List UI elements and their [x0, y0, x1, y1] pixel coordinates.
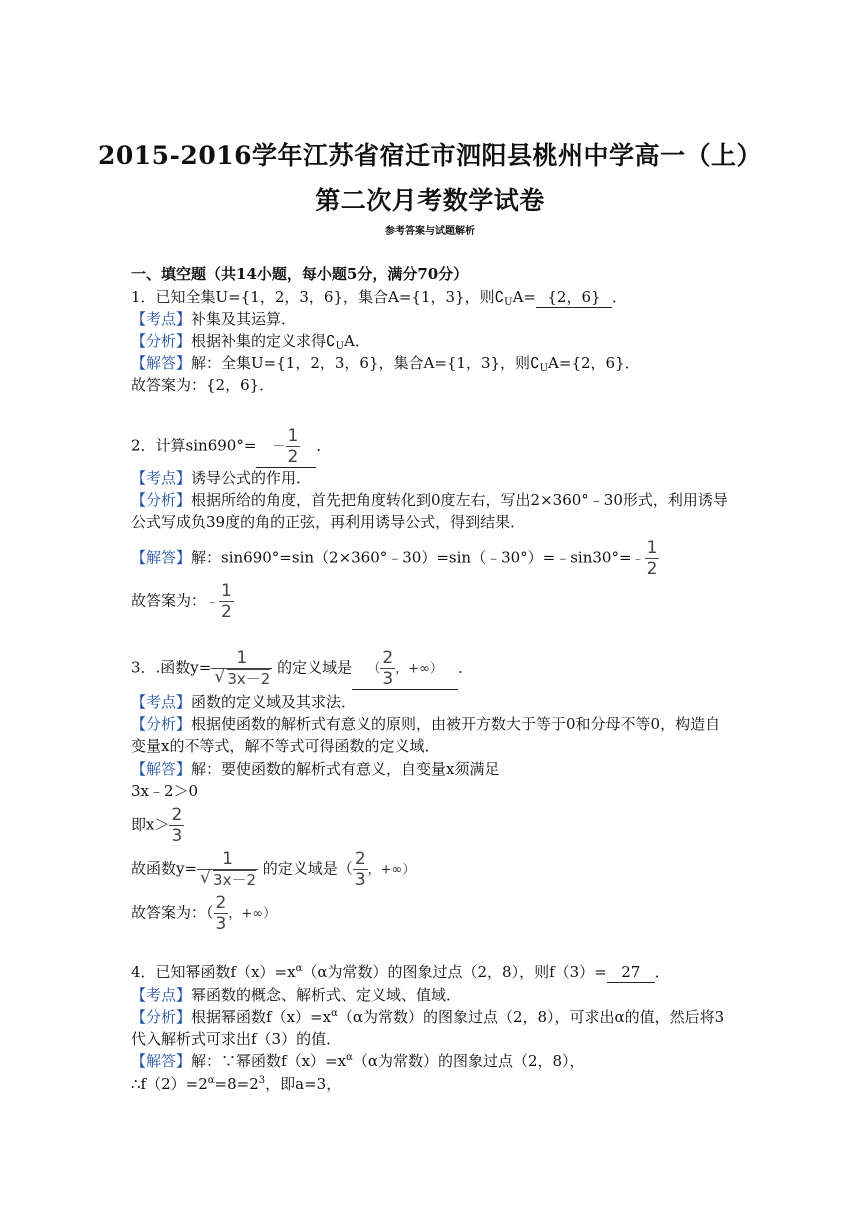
- q3-final: 故答案为：（ $\frac{2}{3}$ ，+∞）: [131, 893, 277, 934]
- q3-fenxi: 【分析】根据使函数的解析式有意义的原则，由被开方数大于等于0和分母不等0，构造自: [131, 715, 721, 733]
- q1-jieda: 【解答】解：全集U={1，2，3，6}，集合A={1，3}，则$∁_UA=\{2$，6}．: [131, 354, 640, 374]
- q2-fenxi: 【分析】根据所给的角度，首先把角度转化到0度左右，写出2×360°﹣30形式，利用诱导: [131, 491, 728, 509]
- q3-so: 即x＞ $\frac{2}{3}$: [131, 805, 183, 846]
- jieda-tag: 【解答】: [131, 354, 192, 372]
- q2-jieda: 【解答】解：sin690°=sin（2×360°﹣30）=sin（﹣30°）=﹣sin30°=﹣ $\frac{1}{2}$: [131, 538, 658, 579]
- section-heading: 一、填空题（共14小题，每小题5分，满分70分）: [131, 265, 469, 283]
- q1-final: 故答案为：{2，6}．: [131, 376, 275, 394]
- q3-stem: 3．.函数y= 1 √ 3x－2 的定义域是 （ $\frac{2}{3}$ ，+∞） ．: [131, 648, 473, 690]
- q4-kaodian: 【考点】幂函数的概念、解析式、定义域、值域．: [131, 986, 462, 1004]
- q3-jieda: 【解答】解：要使函数的解析式有意义，自变量x须满足: [131, 760, 500, 778]
- kaodian-tag: 【考点】: [131, 310, 192, 328]
- fenxi-tag: 【分析】: [131, 332, 192, 350]
- q3-kaodian: 【考点】函数的定义域及其求法．: [131, 693, 357, 711]
- title-line-2: 第二次月考数学试卷: [315, 186, 545, 215]
- subtitle: 参考答案与试题解析: [385, 226, 475, 237]
- q3-inequality: 3x﹣2＞0: [131, 782, 199, 800]
- q4-jieda: 【解答】解：∵幂函数$f(x)=x^\alpha(\alpha$为常数）的图象过点（2，8），: [131, 1052, 585, 1070]
- q4-stem: 4．已知幂函数$f(x)=x^\alpha(\alpha$为常数）的图象过点（2，8），则f（3）= 27 ．: [131, 963, 670, 981]
- q3-fenxi-line2: 变量x的不等式，解不等式可得函数的定义域．: [131, 737, 440, 755]
- q3-answer: （ $\frac{2}{3}$ ，+∞）: [352, 648, 458, 690]
- q1-fenxi: 【分析】根据补集的定义求得$∁_UA$．: [131, 332, 370, 352]
- q4-fenxi: 【分析】根据幂函数$f(x)=x^\alpha(\alpha$为常数）的图象过点（2，8），可求出α的值，然后将3: [131, 1008, 725, 1026]
- q1-kaodian: 【考点】补集及其运算．: [131, 310, 297, 328]
- q1-answer: {2，6}: [536, 287, 612, 308]
- q1-stem: 1．已知全集U={1，2，3，6}，集合A={1，3}，则$∁_UA= \{2$，6} ．: [131, 288, 627, 308]
- q2-final: 故答案为：﹣ $\frac{1}{2}$: [131, 581, 232, 622]
- q2-answer: － $\frac{1}{2}$: [256, 426, 316, 468]
- title-line-1: 2015-2016学年江苏省宿迁市泗阳县桃州中学高一（上）: [97, 141, 763, 170]
- q4-answer: 27: [607, 962, 655, 983]
- q2-fenxi-line2: 公式写成负39度的角的正弦，再利用诱导公式，得到结果．: [131, 513, 526, 531]
- q4-fenxi-line2: 代入解析式可求出f（3）的值．: [131, 1030, 342, 1048]
- q4-last-line: $\therefore f(2)=2^\alpha=8=2^3$，即a=3，: [131, 1075, 342, 1093]
- q3-domain: 故函数y= 1 √ 3x－2 的定义域是（ $\frac{2}{3}$ ，+∞）: [131, 849, 415, 891]
- q2-stem: 2．计算sin690°= － $\frac{1}{2}$ ．: [131, 426, 332, 467]
- q2-kaodian: 【考点】诱导公式的作用．: [131, 469, 312, 487]
